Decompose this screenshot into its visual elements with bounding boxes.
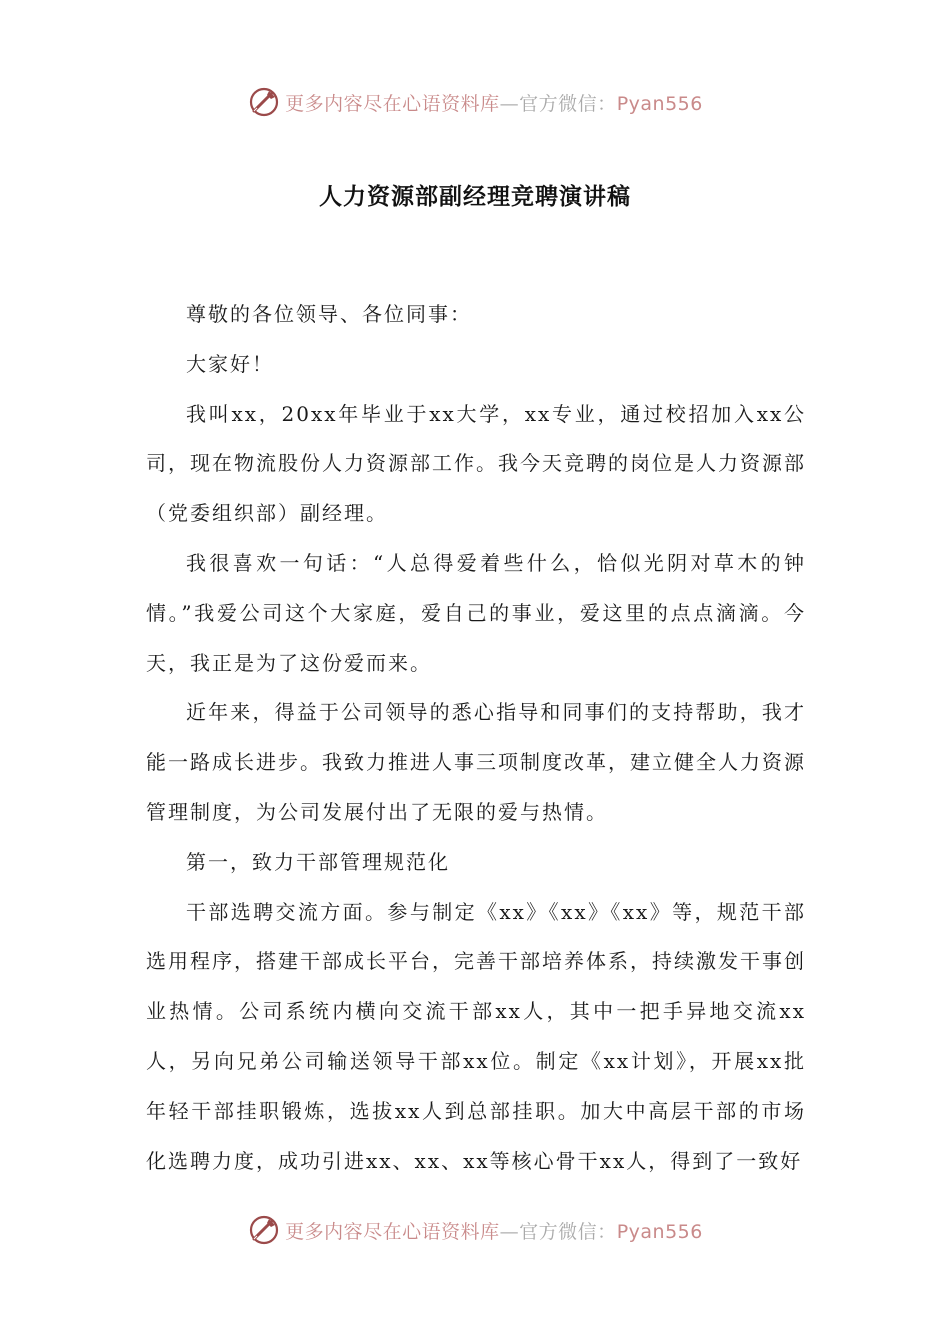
document-body	[146, 290, 806, 1186]
banner-wechat-id: Pyan556	[616, 92, 703, 115]
document-title: 人力资源部副经理竞聘演讲稿	[319, 184, 631, 210]
paragraph-cadre-selection: 干部选聘交流方面。参与制定《xx》《xx》《xx》等，规范干部选用程序，搭建干部成长平台，完善干部培养体系，持续激发干事创业热情。公司系统内横向交流干部xx人，其中一把手异地交流xx人，另向兄弟公司输送领导干部xx位。制定《xx计划》，开展xx批年轻干部挂职锻炼，选拔xx人到总部挂职。加大中高层干部的市场化选聘力度，成功引进xx、xx、xx等核心骨干xx人，得到了一致好	[146, 899, 806, 1173]
header-watermark-banner	[0, 82, 950, 122]
paragraph-review: 近年来，得益于公司领导的悉心指导和同事们的支持帮助，我才能一路成长进步。我致力推进人事三项制度改革，建立健全人力资源管理制度，为公司发展付出了无限的爱与热情。	[146, 700, 806, 824]
footer-watermark-banner	[0, 1210, 950, 1250]
pen-logo-icon	[247, 85, 281, 119]
banner-text	[285, 89, 703, 116]
paragraph-motto: 我很喜欢一句话：“人总得爱着些什么，恰似光阴对草木的钟情。”我爱公司这个大家庭，爱自己的事业，爱这里的点点滴滴。今天，我正是为了这份爱而来。	[146, 550, 806, 675]
salutation: 尊敬的各位领导、各位同事：	[186, 302, 472, 326]
banner-label: 官方微信：	[519, 92, 617, 115]
banner-prefix: 更多内容尽在心语资料库	[285, 1220, 500, 1243]
banner-label: 官方微信：	[519, 1220, 617, 1243]
banner-dash: —	[499, 92, 520, 115]
banner-wechat-id: Pyan556	[616, 1220, 703, 1243]
banner-dash: —	[499, 1220, 520, 1243]
banner-text	[285, 1217, 703, 1244]
banner-prefix: 更多内容尽在心语资料库	[285, 92, 500, 115]
paragraph-intro: 我叫xx，20xx年毕业于xx大学，xx专业，通过校招加入xx公司，现在物流股份人力资源部工作。我今天竞聘的岗位是人力资源部（党委组织部）副经理。	[146, 401, 806, 526]
greeting: 大家好！	[186, 351, 274, 376]
section-heading-1: 第一，致力干部管理规范化	[186, 849, 450, 874]
pen-logo-icon	[247, 1213, 281, 1247]
